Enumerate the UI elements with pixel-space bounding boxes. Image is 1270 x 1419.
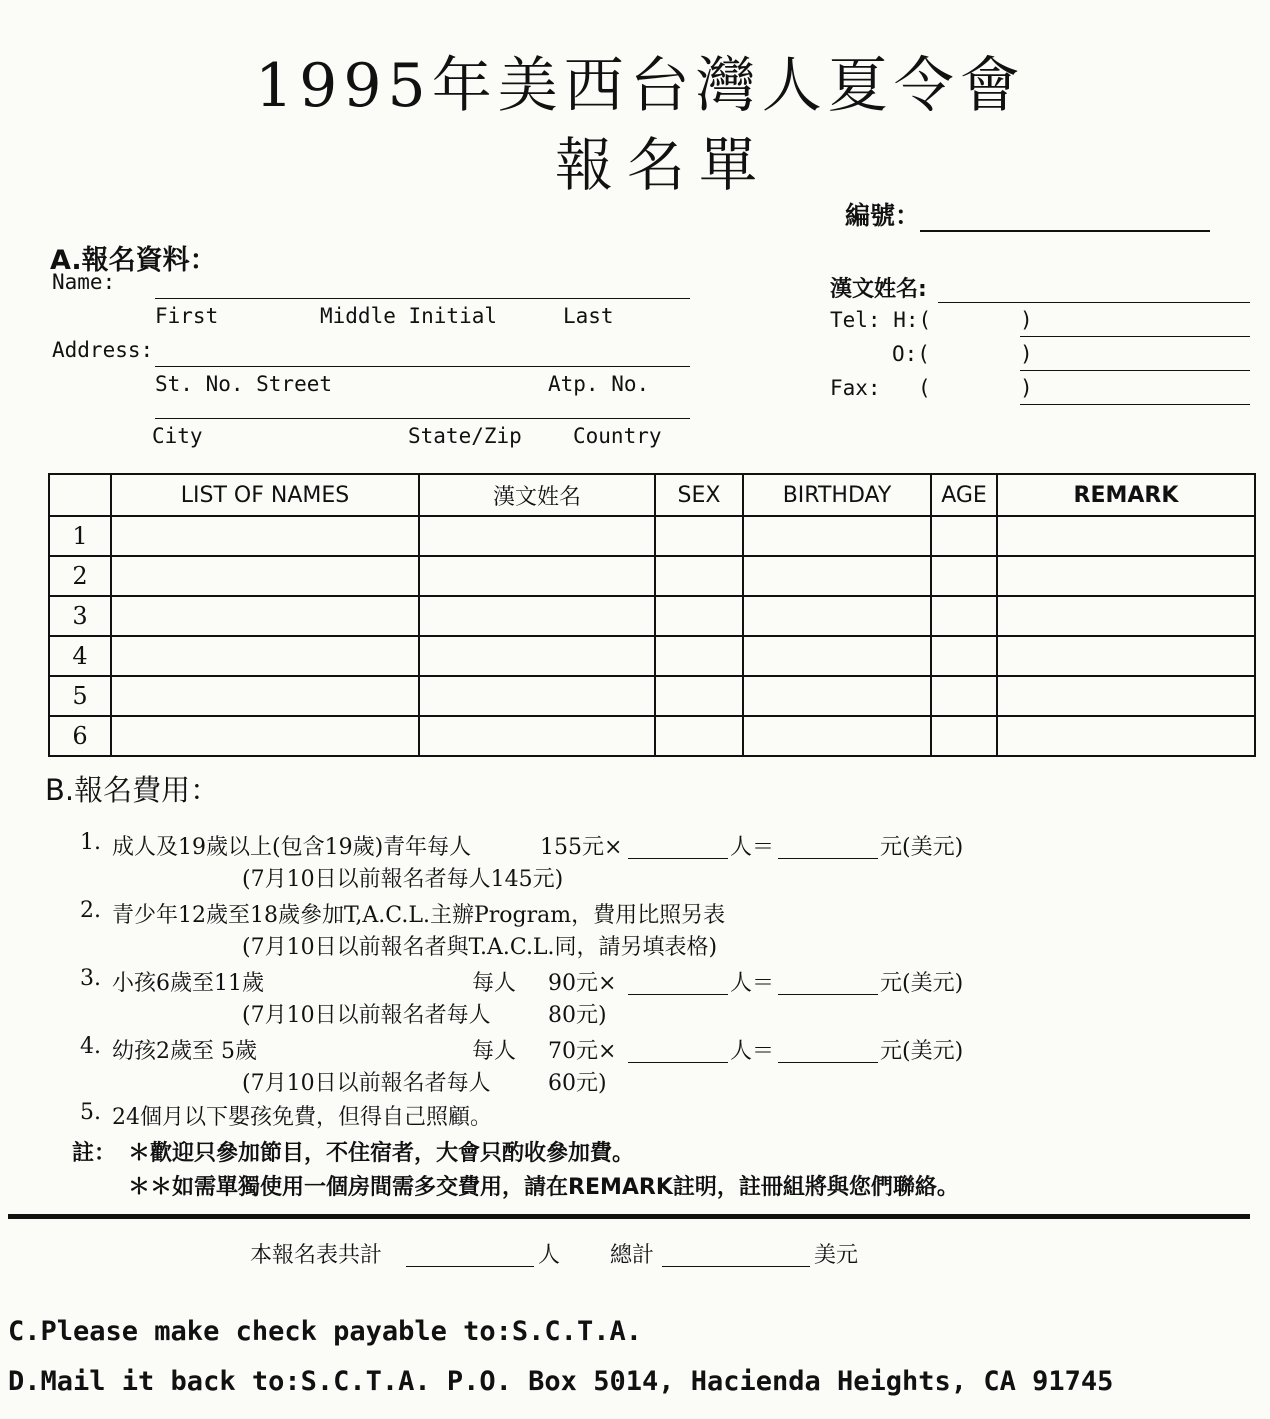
last-name-caption: Last xyxy=(563,304,614,328)
city-caption: City xyxy=(152,424,203,448)
fax-open: ( xyxy=(918,376,931,400)
sex-cell[interactable] xyxy=(655,596,743,636)
chinese-name-field[interactable] xyxy=(938,302,1250,303)
age-cell[interactable] xyxy=(931,516,997,556)
header-sex: SEX xyxy=(655,474,743,516)
sex-cell[interactable] xyxy=(655,636,743,676)
birthday-cell[interactable] xyxy=(743,636,931,676)
serial-number-field[interactable] xyxy=(920,230,1210,232)
serial-number-label: 編號： xyxy=(845,201,921,230)
remark-cell[interactable] xyxy=(997,556,1255,596)
form-subtitle: 報名單 xyxy=(555,131,772,199)
chinese-name-cell[interactable] xyxy=(419,636,655,676)
fee-item-1-count-field[interactable] xyxy=(628,858,728,859)
total-sum-label: 總計 xyxy=(610,1243,655,1268)
form-title: 1995年美西台灣人夏令會 xyxy=(255,51,1026,121)
fee-item-3-each: 每人 xyxy=(472,971,517,996)
table-header-row xyxy=(49,474,1255,516)
sex-cell[interactable] xyxy=(655,676,743,716)
section-a-heading: A.報名資料： xyxy=(50,245,217,276)
age-cell[interactable] xyxy=(931,716,997,756)
fee-item-1-amount-field[interactable] xyxy=(778,858,878,859)
section-c-payable: C.Please make check payable to:S.C.T.A. xyxy=(8,1316,642,1347)
fee-item-4-number: 4. xyxy=(80,1034,101,1059)
fee-item-2-number: 2. xyxy=(80,898,101,923)
row-number: 5 xyxy=(49,676,111,716)
chinese-name-cell[interactable] xyxy=(419,556,655,596)
fee-item-1-note: (7月10日以前報名者每人145元) xyxy=(242,867,564,892)
header-chinese-name: 漢文姓名 xyxy=(419,474,655,516)
fee-item-3-price: 90元× xyxy=(548,971,617,996)
chinese-name-cell[interactable] xyxy=(419,516,655,556)
fee-item-5-number: 5. xyxy=(80,1100,101,1125)
name-cell[interactable] xyxy=(111,596,419,636)
name-field[interactable] xyxy=(155,298,690,299)
tel-home-field[interactable] xyxy=(1020,336,1250,337)
divider xyxy=(8,1214,1250,1219)
tel-office-field[interactable] xyxy=(1020,370,1250,371)
name-label: Name: xyxy=(52,270,116,294)
fee-item-4-amount-field[interactable] xyxy=(778,1062,878,1063)
fee-item-5-text: 24個月以下嬰孩免費，但得自己照顧。 xyxy=(112,1105,492,1130)
chinese-name-cell[interactable] xyxy=(419,596,655,636)
tel-office-label: O:( xyxy=(892,342,930,366)
table-row xyxy=(49,596,1255,636)
table-row xyxy=(49,556,1255,596)
fee-item-3-count-field[interactable] xyxy=(628,994,728,995)
fee-item-1-number: 1. xyxy=(80,830,101,855)
state-zip-caption: State/Zip xyxy=(408,424,522,448)
sex-cell[interactable] xyxy=(655,716,743,756)
remark-cell[interactable] xyxy=(997,516,1255,556)
birthday-cell[interactable] xyxy=(743,716,931,756)
fee-item-4-people: 人＝ xyxy=(730,1039,775,1064)
remark-cell[interactable] xyxy=(997,676,1255,716)
fee-item-3-amount-field[interactable] xyxy=(778,994,878,995)
total-people-unit: 人 xyxy=(538,1243,561,1268)
sex-cell[interactable] xyxy=(655,516,743,556)
age-cell[interactable] xyxy=(931,636,997,676)
fee-item-4-price: 70元× xyxy=(548,1039,617,1064)
fee-item-1-price: 155元× xyxy=(540,835,623,860)
row-number: 6 xyxy=(49,716,111,756)
birthday-cell[interactable] xyxy=(743,556,931,596)
fee-item-4-unit: 元(美元) xyxy=(880,1039,964,1064)
street-field[interactable] xyxy=(155,366,690,367)
fee-item-4-each: 每人 xyxy=(472,1039,517,1064)
country-caption: Country xyxy=(573,424,662,448)
fax-field[interactable] xyxy=(1020,404,1250,405)
table-row xyxy=(49,516,1255,556)
chinese-name-cell[interactable] xyxy=(419,676,655,716)
fee-item-3-number: 3. xyxy=(80,966,101,991)
name-cell[interactable] xyxy=(111,636,419,676)
fee-item-2-text: 青少年12歲至18歲參加T,A.C.L.主辦Program，費用比照另表 xyxy=(112,903,726,928)
table-row xyxy=(49,716,1255,756)
fee-item-1-unit: 元(美元) xyxy=(880,835,964,860)
remark-cell[interactable] xyxy=(997,596,1255,636)
city-field[interactable] xyxy=(155,418,690,419)
row-number: 4 xyxy=(49,636,111,676)
notes-label: 註： xyxy=(72,1141,117,1166)
header-list-of-names: LIST OF NAMES xyxy=(111,474,419,516)
row-number: 3 xyxy=(49,596,111,636)
row-number: 2 xyxy=(49,556,111,596)
table-row xyxy=(49,676,1255,716)
fee-item-2-note: (7月10日以前報名者與T.A.C.L.同，請另填表格) xyxy=(242,935,718,960)
fee-item-1-text: 成人及19歲以上(包含19歲)青年每人 xyxy=(112,835,472,860)
fee-item-4-note: (7月10日以前報名者每人 xyxy=(242,1071,491,1096)
birthday-cell[interactable] xyxy=(743,516,931,556)
header-birthday: BIRTHDAY xyxy=(743,474,931,516)
fax-close: ) xyxy=(1020,376,1033,400)
birthday-cell[interactable] xyxy=(743,676,931,716)
age-cell[interactable] xyxy=(931,596,997,636)
fee-item-3-note-price: 80元) xyxy=(548,1003,607,1028)
fax-label: Fax: xyxy=(830,376,881,400)
fee-item-4-text: 幼孩2歲至 5歲 xyxy=(112,1039,257,1064)
note-1: ＊歡迎只參加節目，不住宿者，大會只酌收參加費。 xyxy=(128,1141,635,1166)
total-sum-field[interactable] xyxy=(662,1266,810,1267)
apt-caption: Atp. No. xyxy=(548,372,650,396)
tel-office-close: ) xyxy=(1020,342,1033,366)
header-age: AGE xyxy=(931,474,997,516)
age-cell[interactable] xyxy=(931,556,997,596)
section-b-heading: B.報名費用： xyxy=(45,773,220,807)
name-cell[interactable] xyxy=(111,716,419,756)
fee-item-3-note: (7月10日以前報名者每人 xyxy=(242,1003,491,1028)
tel-home-close: ) xyxy=(1020,308,1033,332)
fee-item-4-note-price: 60元) xyxy=(548,1071,607,1096)
note-2: ＊＊如需單獨使用一個房間需多交費用，請在REMARK註明，註冊組將與您們聯絡。 xyxy=(128,1175,959,1200)
total-count-field[interactable] xyxy=(406,1266,534,1267)
remark-cell[interactable] xyxy=(997,716,1255,756)
total-count-label: 本報名表共計 xyxy=(250,1243,383,1268)
first-name-caption: First xyxy=(155,304,219,328)
name-cell[interactable] xyxy=(111,516,419,556)
sex-cell[interactable] xyxy=(655,556,743,596)
tel-home-label: Tel: H:( xyxy=(830,308,932,332)
middle-initial-caption: Middle Initial xyxy=(320,304,498,328)
age-cell[interactable] xyxy=(931,676,997,716)
total-currency: 美元 xyxy=(814,1243,859,1268)
header-remark: REMARK xyxy=(997,474,1255,516)
section-d-mailing: D.Mail it back to:S.C.T.A. P.O. Box 5014, Hacienda Heights, CA 91745 xyxy=(8,1366,1114,1397)
attendee-table xyxy=(48,473,1256,757)
table-row xyxy=(49,636,1255,676)
fee-item-1-people: 人＝ xyxy=(730,835,775,860)
name-cell[interactable] xyxy=(111,676,419,716)
remark-cell[interactable] xyxy=(997,636,1255,676)
birthday-cell[interactable] xyxy=(743,596,931,636)
fee-item-3-text: 小孩6歲至11歲 xyxy=(112,971,264,996)
address-label: Address: xyxy=(52,338,154,362)
fee-item-3-people: 人＝ xyxy=(730,971,775,996)
row-number: 1 xyxy=(49,516,111,556)
header-number xyxy=(49,474,111,516)
fee-item-3-unit: 元(美元) xyxy=(880,971,964,996)
street-caption: St. No. Street xyxy=(155,372,333,396)
fee-item-4-count-field[interactable] xyxy=(628,1062,728,1063)
chinese-name-label: 漢文姓名: xyxy=(830,277,927,302)
chinese-name-cell[interactable] xyxy=(419,716,655,756)
name-cell[interactable] xyxy=(111,556,419,596)
